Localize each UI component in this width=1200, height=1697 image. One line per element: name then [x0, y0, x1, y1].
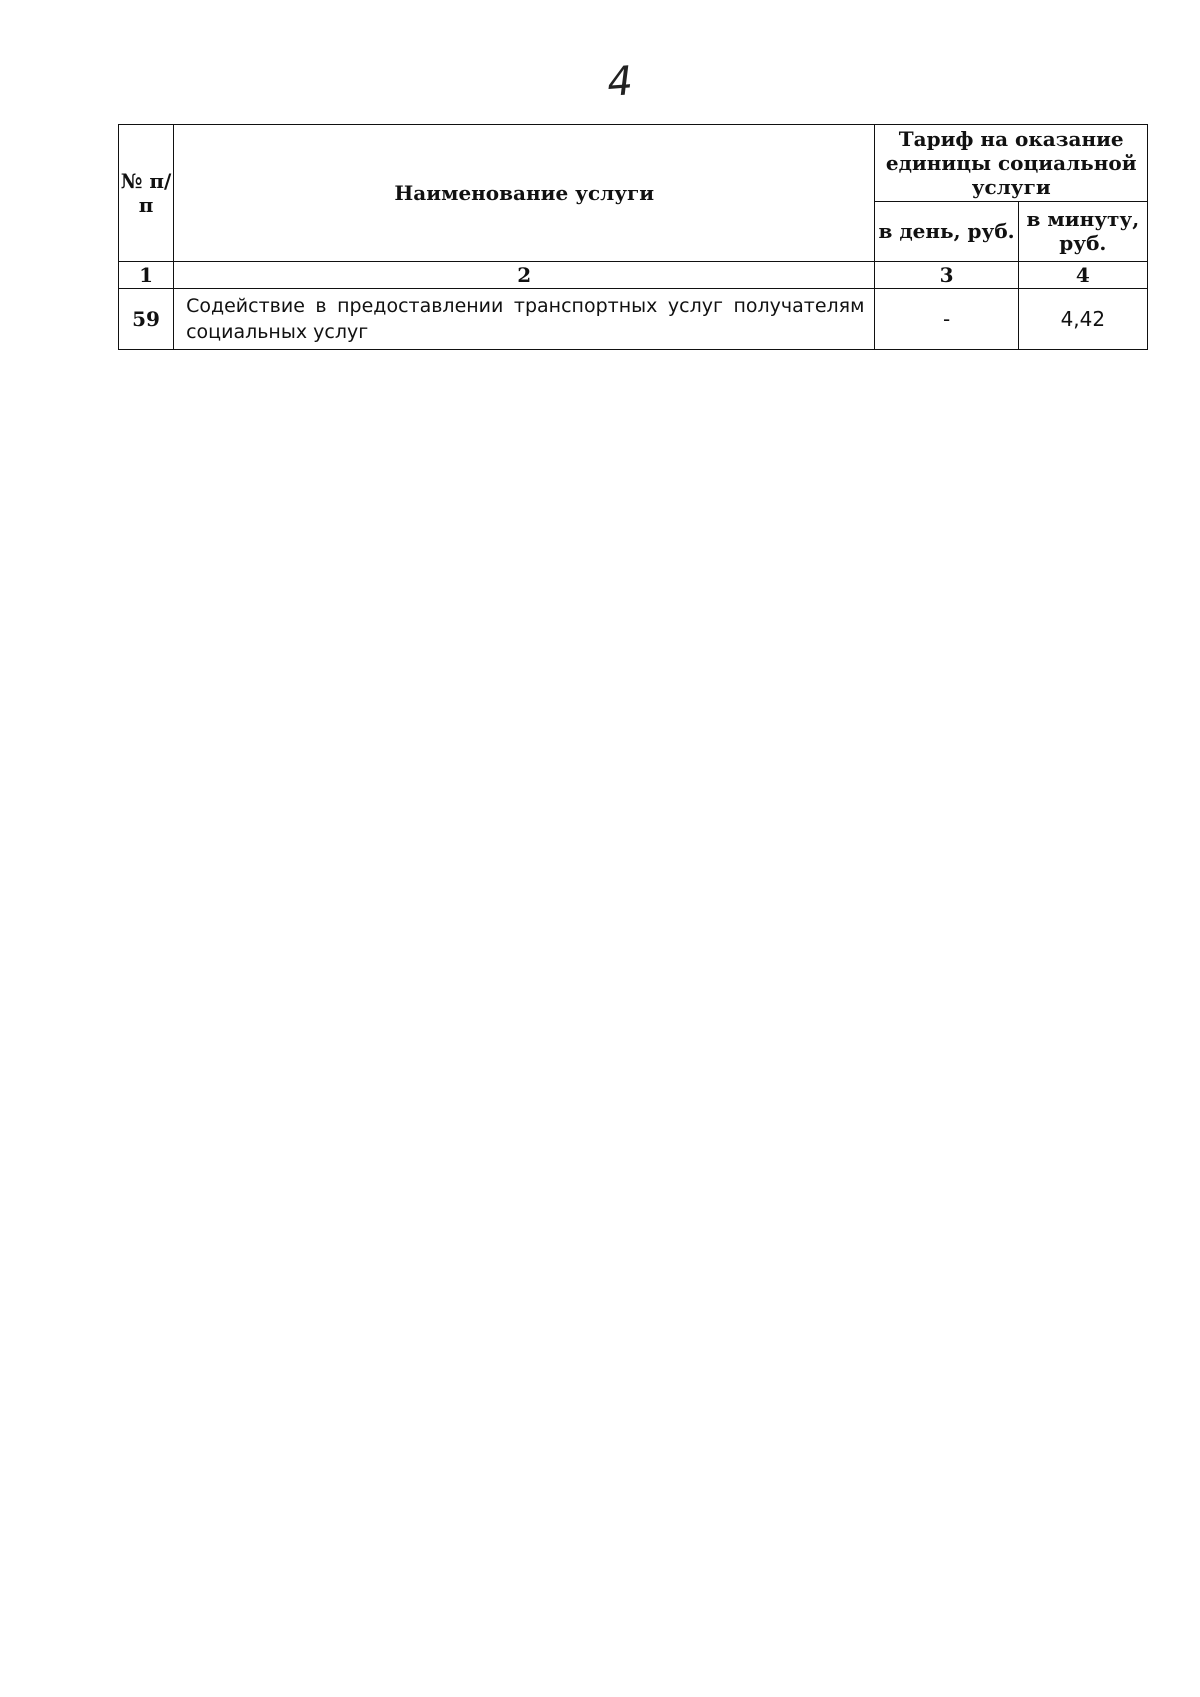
tariff-per-minute: 4,42	[1018, 289, 1147, 350]
header-per-minute: в минуту, руб.	[1018, 201, 1147, 261]
column-index-cell: 4	[1018, 262, 1147, 289]
tariff-table	[118, 124, 1148, 350]
header-tariff: Тариф на оказание единицы социальной услуги	[875, 125, 1148, 202]
tariff-per-day: -	[875, 289, 1018, 350]
header-row-top	[119, 125, 1148, 202]
page-number: 4	[605, 58, 635, 106]
row-number: 59	[119, 289, 174, 350]
header-num: № п/п	[119, 125, 174, 262]
service-name: Содействие в предоставлении транспортных услуг получателям социальных услуг	[174, 289, 875, 350]
header-service-name: Наименование услуги	[174, 125, 875, 262]
table-row	[119, 289, 1148, 350]
column-index-row	[119, 262, 1148, 289]
header-per-day: в день, руб.	[875, 201, 1018, 261]
column-index-cell: 1	[119, 262, 174, 289]
column-index-cell: 2	[174, 262, 875, 289]
column-index-cell: 3	[875, 262, 1018, 289]
